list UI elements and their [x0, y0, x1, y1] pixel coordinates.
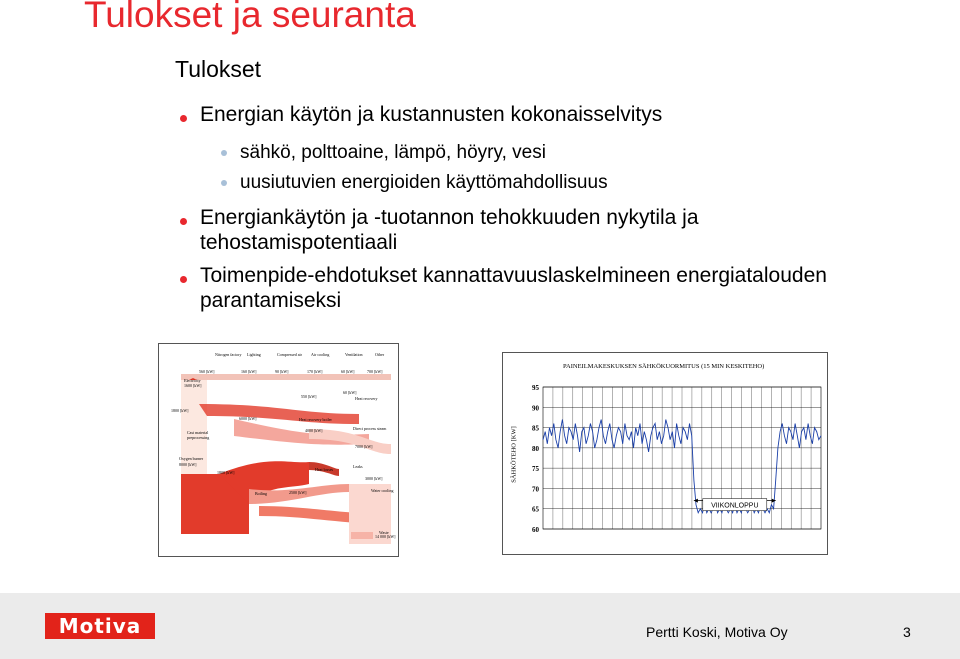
sankey-label-leaks: Leaks — [353, 464, 363, 469]
bullet-1: Energian käytön ja kustannusten kokonaisselvitys — [200, 103, 663, 126]
motiva-logo: Motiva — [45, 613, 155, 639]
sankey-value: 6000 [kW] — [239, 416, 257, 421]
subbullet-1: sähkö, polttoaine, lämpö, höyry, vesi — [240, 142, 546, 163]
sankey-label-nitrogen: Nitrogen factory — [215, 352, 242, 357]
sankey-value: 60 [kW] — [343, 390, 357, 395]
sankey-label-water-cooling: Water cooling — [371, 488, 394, 493]
chart-title: PAINEILMAKESKUKSEN SÄHKÖKUORMITUS (15 MIN KESKITEHO) — [563, 363, 765, 370]
slide-title: Tulokset ja seuranta — [84, 0, 416, 35]
page-number: 3 — [903, 624, 911, 640]
chart-ytick-label: 95 — [532, 384, 539, 392]
sankey-label-oxygen: Oxygen burner — [179, 456, 204, 461]
bullet-dot — [180, 115, 187, 122]
subbullet-dot — [221, 180, 227, 186]
sankey-value: 1800 [kW] — [217, 470, 235, 475]
sankey-value: 2500 [kW] — [289, 490, 307, 495]
sankey-label-heat-losses: Heat losses — [315, 467, 334, 472]
sankey-top-value: 560 [kW] — [199, 369, 215, 374]
chart-ytick-label: 80 — [532, 444, 539, 453]
bullet-2: Energiankäytön ja -tuotannon tehokkuuden nykytila ja tehostamispotentiaali — [200, 206, 699, 254]
bullet-3: Toimenpide-ehdotukset kannattavuuslaskelmineen energiatalouden parantamiseksi — [200, 264, 827, 312]
sankey-label-lighting: Lighting — [247, 352, 261, 357]
sankey-value: 1800 [kW] — [171, 408, 189, 413]
footer-author: Pertti Koski, Motiva Oy — [646, 624, 788, 640]
bullet-dot — [180, 218, 187, 225]
sankey-label-aircooling: Air cooling — [311, 352, 330, 357]
sankey-label-direct-steam: Direct process steam — [353, 426, 387, 431]
sankey-label-waste: Waste — [379, 530, 389, 535]
sankey-top-value: 700 [kW] — [367, 369, 383, 374]
sankey-label-compressed: Compressed air — [277, 352, 302, 357]
sankey-label-other: Other — [375, 352, 385, 357]
load-chart — [502, 352, 828, 555]
sankey-value: 14 000 [kW] — [375, 534, 396, 539]
sankey-label-heat-recovery-boiler: Heat recovery boiler — [299, 417, 332, 422]
sankey-label-heat-recovery: Heat recovery — [355, 396, 378, 401]
sankey-diagram — [158, 343, 399, 557]
sankey-label-boiling: Boiling — [255, 491, 268, 496]
sankey-value: 1600 [kW] — [184, 383, 202, 388]
chart-ytick-label: 60 — [532, 526, 539, 534]
chart-plot — [503, 353, 827, 554]
chart-ytick-label: 65 — [532, 505, 539, 514]
sankey-top-value: 90 [kW] — [275, 369, 289, 374]
sankey-label-ventilation: Ventilation — [345, 352, 363, 357]
sankey-value: 3000 [kW] — [365, 476, 383, 481]
sankey-value: 7000 [kW] — [355, 444, 373, 449]
sankey-label-cast: Cast material preprocessing — [187, 430, 210, 440]
bullet-dot — [180, 276, 187, 283]
chart-ytick-label: 85 — [532, 424, 539, 433]
sankey-value: 8000 [kW] — [179, 462, 197, 467]
chart-ytick-label: 75 — [532, 465, 539, 474]
sankey-value: 550 [kW] — [301, 394, 317, 399]
chart-ytick-label: 70 — [532, 485, 539, 494]
sankey-top-value: 160 [kW] — [241, 369, 257, 374]
sankey-top-value: 60 [kW] — [341, 369, 355, 374]
sankey-label-electricity: Electricity — [184, 378, 201, 383]
slide-subtitle: Tulokset — [175, 56, 262, 82]
sankey-value: 4000 [kW] — [305, 428, 323, 433]
subbullet-2: uusiutuvien energioiden käyttömahdollisuus — [240, 172, 608, 193]
chart-ylabel: SÄHKÖTEHO [KW] — [510, 426, 518, 483]
subbullet-dot — [221, 150, 227, 156]
sankey-top-value: 170 [kW] — [307, 369, 323, 374]
chart-ytick-label: 90 — [532, 404, 539, 413]
chart-annotation: VIIKONLOPPU — [711, 502, 759, 510]
